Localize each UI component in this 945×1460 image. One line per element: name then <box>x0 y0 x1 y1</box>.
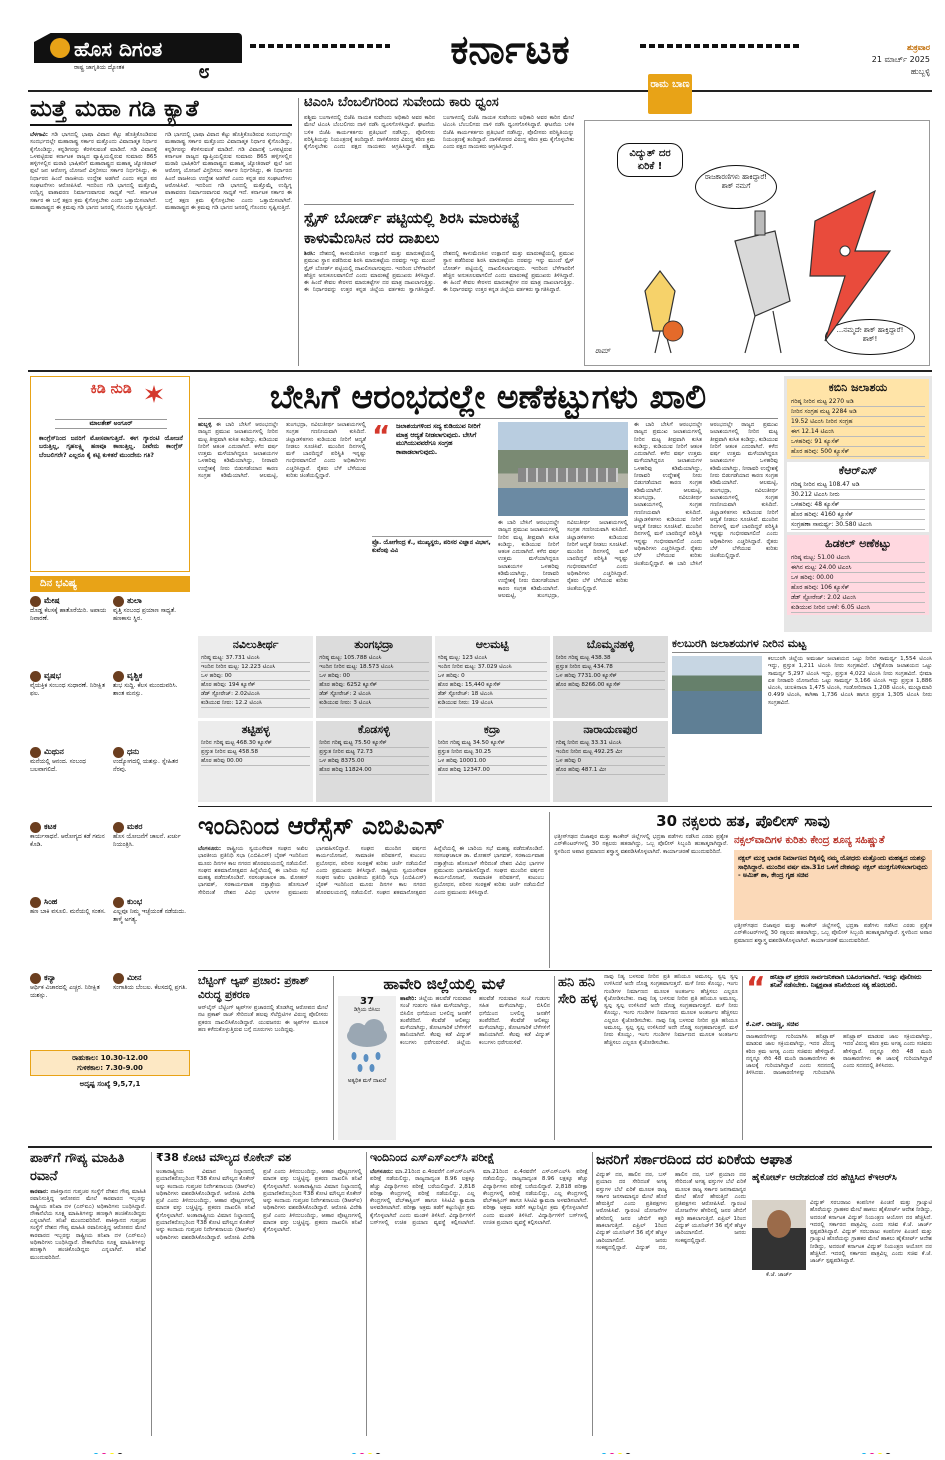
gulika: ಗುಳಿಕಕಾಲ: 7.30-9.00 <box>77 1064 143 1072</box>
sign-text: ಸಂಗಾತಿಯ ಬೆಂಬಲ. ಕೆಲಸದಲ್ಲಿ ಪ್ರಗತಿ. <box>113 983 188 991</box>
temperature-label: ಡಿಗ್ರಿಯ ಬಿಸಿಲು <box>353 1007 381 1013</box>
dam-stat: ಡೆಡ್ ಸ್ಟೋರೇಜ್: 2.02ಟಿಎಂಸಿ <box>201 690 310 699</box>
dam-stat: ಈಗಿನ ಮಟ್ಟ: 24.00 ಟಿಎಂಸಿ <box>791 563 925 573</box>
quote-box <box>372 422 492 598</box>
dam-stat: ನೀರಿನ ಗರಿಷ್ಠ ಮಟ್ಟ 468.30 ಕ್ಯೂಸೆಕ್ <box>201 739 310 748</box>
lucky-number: ಅದೃಷ್ಟ ಸಂಖ್ಯೆ 9,5,7,1 <box>79 1080 141 1088</box>
story-text: ನಾವು ನಿತ್ಯ ಬಳಸುವ ನೀರಿನ ಪ್ರತಿ ಹನಿಯೂ ಅಮೂಲ್ಯ. ಸ್ವಲ್ಪ ಸ್ವಲ್ಪ ಉಳಿಸಿದರೆ ಅದೇ ದೊಡ್ಡ ಸಂಗ್ರಹವಾಗುತ್ತದೆ. ಮಳೆ ನೀರು ಕೊಯ್ಲು, ಇಂಗು ಗುಂಡಿಗಳ ನಿರ್ಮಾಣದ ಮೂಲಕ ಅಂತರ್ಜಲ ಹೆಚ್ಚಿಸಲು ಎಲ್ಲರೂ ಕೈಜೋಡಿಸಬೇಕು. <box>604 974 738 1002</box>
sign-name: ಧನು <box>127 746 140 756</box>
story-text: ದೇಶದಲ್ಲಿ ಕಾಳುಮೆಣಸಿನ ಉತ್ಪಾದನೆ ಮತ್ತು ಮಾರುಕಟ್ಟೆಯಲ್ಲಿ ಪ್ರಮುಖ ಸ್ಥಾನ ಪಡೆದಿರುವ ಶಿರಸಿ ಮಾರುಕಟ್ಟೆಯ ದರವನ್ನು ಇನ್ನು ಮುಂದೆ ಸ್ಪೈಸ್ ಬೋರ್ಡ್ ಪಟ್ಟಿಯಲ್ಲಿ ದಾಖಲಿಸಲಾಗುವುದು. ಇದರಿಂದ ಬೆಳೆಗಾರರಿಗೆ ಹೆಚ್ಚಿನ ಅನುಕೂಲವಾಗಲಿದೆ ಎಂದು ಮಾರುಕಟ್ಟೆ ಪ್ರಮುಖರು ತಿಳಿಸಿದ್ದಾರೆ. ಈ ಹಿಂದೆ ಕೇವಲ ಕೇರಳದ ಮಾರುಕಟ್ಟೆಗಳ ದರ ಮಾತ್ರ ದಾಖಲಾಗುತ್ತಿತ್ತು. ಈ ನಿರ್ಧಾರವನ್ನು ಉತ್ತರ ಕನ್ನಡ ಜಿಲ್ಲೆಯ ವರ್ತಕರು ಸ್ವಾಗತಿಸಿದ್ದಾರೆ. <box>304 251 435 294</box>
story-text-cont: ಗಡಿ ಭಾಗದಲ್ಲಿ ಭಾಷಾ ವಿವಾದ ಕೆಟ್ಟು ಹೊತ್ತಿಕೊಂಡಿರುವ ಸಂದರ್ಭದಲ್ಲೇ ಮಹಾರಾಷ್ಟ್ರ ಸರ್ಕಾರ ಮತ್ತೊಂದು ವಿವಾದಾತ್ಮಕ ನಿರ್ಧಾರ ಕೈಗೊಂಡಿದ್ದು, ಕನ್ನಡಿಗರನ್ನು ಕೆರಳಿಸುವಂತೆ ಮಾಡಿದೆ. ಗಡಿ ವಿವಾದಕ್ಕೆ ಒಳಪಟ್ಟಿರುವ ಕರ್ನಾಟಕ ರಾಜ್ಯದ ವ್ಯಾಪ್ತಿಯಲ್ಲಿರುವ ಸುಮಾರು 865 ಹಳ್ಳಿಗಳಲ್ಲಿನ ಮರಾಠಿ ಭಾಷಿಕರಿಗೆ ಮಹಾರಾಷ್ಟ್ರದ ಮಹಾತ್ಮ ಜ್ಯೋತಿರಾವ್ ಫುಲೆ ಜನ ಆರೋಗ್ಯ ಯೋಜನೆ ವಿಸ್ತರಿಸಲು ಸರ್ಕಾರ ನಿರ್ಧರಿಸಿದ್ದು, ಈ ನಿರ್ಧಾರದ ಹಿಂದೆ ರಾಜಕೀಯ ಉದ್ದೇಶ ಅಡಗಿದೆ ಎಂದು ಕನ್ನಡ ಪರ ಸಂಘಟನೆಗಳು ಆರೋಪಿಸಿವೆ. ಇದರಿಂದ ಗಡಿ ಭಾಗದಲ್ಲಿ ಮತ್ತೊಮ್ಮೆ ಉದ್ವಿಗ್ನ ವಾತಾವರಣ ನಿರ್ಮಾಣವಾಗುವ ಸಾಧ್ಯತೆ ಇದೆ. ಕರ್ನಾಟಕ ಸರ್ಕಾರ ಈ ಬಗ್ಗೆ ತಕ್ಷಣ ಕ್ರಮ ಕೈಗೊಳ್ಳಬೇಕು ಎಂದು ಒತ್ತಾಯಿಸಲಾಗಿದೆ. ಮಹಾರಾಷ್ಟ್ರದ ಈ ಕ್ರಮವು ಗಡಿ ಭಾಗದ ಜನರಲ್ಲಿ ಗೊಂದಲ ಸೃಷ್ಟಿಸುತ್ತಿದೆ. <box>165 132 292 211</box>
cartoon-caption: ವಿದ್ಯುತ್ ದರ ಏರಿಕೆ ! <box>617 143 683 177</box>
sign-text: ಆರ್ಥಿಕ ವಿಚಾರದಲ್ಲಿ ಎಚ್ಚರ. ನಿರೀಕ್ಷಿತ ಯಶಸ್ಸು. <box>30 983 100 999</box>
story-text: ಅಂತಾರಾಷ್ಟ್ರೀಯ ವಿಮಾನ ನಿಲ್ದಾಣದಲ್ಲಿ ಪ್ರಯಾಣಿಕರೊಬ್ಬರಿಂದ ₹38 ಕೋಟಿ ಮೌಲ್ಯದ ಕೊಕೇನ್ ಅನ್ನು ಕಂದಾಯ ಗುಪ್ತಚರ ನಿರ್ದೇಶನಾಲಯ (ಡಿಆರ್‌ಐ) ಅಧಿಕಾರಿಗಳು ವಶಪಡಿಸಿಕೊಂಡಿದ್ದಾರೆ. ಆರೋಪಿ ವಿದೇಶಿ ಪ್ರಜೆ ಎಂದು ತಿಳಿದುಬಂದಿದ್ದು, ಆಹಾರ ಪೊಟ್ಟಣಗಳಲ್ಲಿ ಮಾದಕ ವಸ್ತು ಬಚ್ಚಿಟ್ಟಿದ್ದ. ಪ್ರಕರಣ ದಾಖಲಿಸಿ ತನಿಖೆ ಕೈಗೊಳ್ಳಲಾಗಿದೆ. <box>156 1169 255 1219</box>
story-text: ರಾಷ್ಟ್ರೀಯ ಸ್ವಯಂಸೇವಕ ಸಂಘದ ಅಖಿಲ ಭಾರತೀಯ ಪ್ರತಿನಿಧಿ ಸಭಾ (ಎಬಿಪಿಎಸ್) ಬೈಠಕ್ ಇಂದಿನಿಂದ ಮೂರು ದಿನಗಳ ಕಾಲ ನಗರದ ಹೊರವಲಯದಲ್ಲಿ ನಡೆಯಲಿದೆ. ಸಂಘದ ಶತಮಾನೋತ್ಸವದ ಹಿನ್ನೆಲೆಯಲ್ಲಿ ಈ ಬಾರಿಯ ಸಭೆ ಮಹತ್ವ ಪಡೆದುಕೊಂಡಿದೆ. ಸರಸಂಘಚಾಲಕ ಡಾ. ಮೋಹನ್ ಭಾಗವತ್, ಸರಕಾರ್ಯವಾಹ ದತ್ತಾತ್ರೇಯ ಹೊಸಬಾಳೆ ಸೇರಿದಂತೆ ದೇಶದ ವಿವಿಧ ಭಾಗಗಳ ಪ್ರಮುಖರು ಭಾಗವಹಿಸಲಿದ್ದಾರೆ. ಸಂಘದ ಮುಂದಿನ ವರ್ಷದ ಕಾರ್ಯಯೋಜನೆ, ಸಾಮಾಜಿಕ ಪರಿವರ್ತನೆ, ಕುಟುಂಬ ಪ್ರಬೋಧನ, ಪರಿಸರ ಸಂರಕ್ಷಣೆ ಕುರಿತು ಚರ್ಚೆ ನಡೆಯಲಿದೆ ಎಂದು ಪ್ರಮುಖರು ತಿಳಿಸಿದ್ದಾರೆ. <box>198 846 426 896</box>
dam-stat: ಒಳ ಹರಿವು: 00 <box>319 672 428 681</box>
rahukala-box <box>30 1050 190 1076</box>
sign-text: ದೊಡ್ಡ ಕೆಲಸಕ್ಕೆ ಹಾತೊರೆಯಿರಿ. ಅಪಾಯ ನಿವಾರಣೆ. <box>30 607 107 622</box>
masthead-stripe <box>250 44 390 48</box>
price-story <box>596 1150 932 1438</box>
hc-body <box>810 1200 932 1438</box>
hc-headline: ಹೈಕೋರ್ಟ್ ಆದೇಶದಂತೆ ದರ ಹೆಚ್ಚಿಸಿದ ಕೆಇಆರ್‌ಸಿ <box>752 1173 897 1183</box>
sign-name: ಕಟಕ <box>44 821 57 831</box>
speech-bubble: ರಾಜಕಾರಣಿಗಳು ಹಾಕಿದ್ದಾರೆ! ಶಾಕ್ ನಮಗೆ <box>695 165 777 209</box>
zodiac-icon <box>30 973 41 984</box>
section-rule <box>28 370 932 372</box>
headline: ಜನರಿಗೆ ಸರ್ಕಾರದಿಂದ ದರ ಏರಿಕೆಯ ಆಘಾತ <box>596 1152 793 1168</box>
sslc-story <box>370 1150 588 1438</box>
kidi-nudi-author: ಮಾಲತೇಶ್ ಅಂಗೂರ್ <box>55 419 167 429</box>
dam-info-box <box>787 379 929 459</box>
horoscope-sign <box>113 822 190 892</box>
column-divider <box>366 1152 367 1436</box>
column-divider <box>554 976 555 1140</box>
dam-story <box>198 376 778 632</box>
dam-stat: ಕುಡಿಯುವ ನೀರಿನ ಬಳಕೆ: 6.05 ಟಿಎಂಸಿ <box>791 603 925 613</box>
dam-name: ಕೆಆರ್‌ಎಸ್ <box>838 464 878 477</box>
horoscope-sign <box>30 596 107 666</box>
dam-stat: ಹೊರ ಹರಿವು: 15,440 ಕ್ಯೂಸೆಕ್ <box>438 681 547 690</box>
dam-stat: ಹೊರ ಹರಿವು: 500 ಕ್ಯೂಸೆಕ್ <box>791 447 925 457</box>
zodiac-icon <box>113 596 124 607</box>
zodiac-icon <box>30 747 41 758</box>
story-text: ಈ ಬಾರಿ ಬೇಸಿಗೆ ಆರಂಭದಲ್ಲೇ ರಾಜ್ಯದ ಪ್ರಮುಖ ಜಲಾಶಯಗಳಲ್ಲಿ ನೀರಿನ ಮಟ್ಟ ತೀವ್ರವಾಗಿ ಕುಸಿತ ಕಂಡಿದ್ದು, ಕುಡಿಯುವ ನೀರಿಗೆ ಆತಂಕ ಎದುರಾಗಿದೆ. ಕಳೆದ ವರ್ಷ ಉತ್ತಮ ಮಳೆಯಾಗಿದ್ದರೂ ಜಲಾಶಯಗಳ ಒಳಹರಿವು ಕಡಿಮೆಯಾಗಿದ್ದು, ನೀರಾವರಿ ಉದ್ದೇಶಕ್ಕೆ ನೀರು ಬಿಡುಗಡೆಯಾದ ಕಾರಣ ಸಂಗ್ರಹ ಕಡಿಮೆಯಾಗಿದೆ. ಆಲಮಟ್ಟಿ, ತುಂಗಭದ್ರಾ, ನವಿಲುತೀರ್ಥ ಜಲಾಶಯಗಳಲ್ಲಿ ಸಂಗ್ರಹ ಗಣನೀಯವಾಗಿ ಕುಸಿದಿದೆ. ಜಿಲ್ಲಾಡಳಿತಗಳು ಕುಡಿಯುವ ನೀರಿಗೆ ಆದ್ಯತೆ ನೀಡಲು ಸೂಚಿಸಿವೆ. ಮುಂದಿನ ದಿನಗಳಲ್ಲಿ ಮಳೆ ಬಾರದಿದ್ದರೆ ಪರಿಸ್ಥಿತಿ ಇನ್ನಷ್ಟು ಗಂಭೀರವಾಗಲಿದೆ ಎಂದು ಅಧಿಕಾರಿಗಳು ಎಚ್ಚರಿಸಿದ್ದಾರೆ. ರೈತರು ಬೆಳೆ ಬೆಳೆಯುವ ಕುರಿತು ಚಿಂತೆಯಲ್ಲಿದ್ದಾರೆ. <box>634 422 702 567</box>
sign-text: ಎಲ್ಲವೂ ನಿಮ್ಮ ಇಚ್ಛೆಯಂತೆ ನಡೆಯದು. ತಾಳ್ಮೆ ಅಗತ್ಯ. <box>113 908 187 924</box>
story-text: ರಾಜಕಾರಣಿಗಳನ್ನು ಗುರಿಯಾಗಿಸಿ ಹನಿಟ್ರ್ಯಾಪ್ ಮಾಡುವ ಜಾಲ ಸಕ್ರಿಯವಾಗಿದ್ದು, ಇದರ ವಿರುದ್ಧ ಕಠಿಣ ಕ್ರಮ ಅಗತ್ಯ ಎಂದು ಸಚಿವರು ಹೇಳಿದ್ದಾರೆ. ನನ್ನನ್ನೂ ಸೇರಿ 48 ಮಂದಿ ರಾಜಕಾರಣಿಗಳು ಈ ಜಾಲಕ್ಕೆ ಗುರಿಯಾಗಿದ್ದಾರೆ ಎಂದು ಸದನದಲ್ಲಿ ತಿಳಿಸಿದರು. <box>746 1034 835 1077</box>
dam-stat: ಡೆಡ್ ಸ್ಟೋರೇಜ್: 18 ಟಿಎಂಸಿ <box>438 690 547 699</box>
zodiac-icon <box>30 822 41 833</box>
column-divider <box>151 1152 152 1436</box>
story-text: ವಿದ್ಯುತ್ ದರ, ಹಾಲಿನ ದರ, ಬಸ್ ಪ್ರಯಾಣ ದರ ಸೇರಿದಂತೆ ಅಗತ್ಯ ವಸ್ತುಗಳ ಬೆಲೆ ಏರಿಕೆ ಮೂಲಕ ರಾಜ್ಯ ಸರ್ಕಾರ ಜನಸಾಮಾನ್ಯರ ಮೇಲೆ ಹೊರೆ ಹೇರುತ್ತಿದೆ ಎಂದು ಪ್ರತಿಪಕ್ಷಗಳು ಆರೋಪಿಸಿವೆ. ಗ್ಯಾರಂಟಿ ಯೋಜನೆಗಳ ಹೆಸರಿನಲ್ಲಿ ಜನರ ಜೇಬಿಗೆ ಕತ್ತರಿ ಹಾಕಲಾಗುತ್ತಿದೆ. ಏಪ್ರಿಲ್ 1ರಿಂದ ವಿದ್ಯುತ್ ಯೂನಿಟ್‌ಗೆ 36 ಪೈಸೆ ಹೆಚ್ಚಳ ಜಾರಿಯಾಗಲಿದೆ. ಜನರು ಸಂಕಷ್ಟದಲ್ಲಿದ್ದಾರೆ. <box>596 1172 667 1251</box>
dam-stat: 19.52 ಟಿಎಂಸಿ ನೀರಿನ ಸಂಗ್ರಹ <box>791 417 925 427</box>
story-body: ಆನ್‌ಲೈನ್ ಬೆಟ್ಟಿಂಗ್ ಆ್ಯಪ್‌ಗಳ ಪ್ರಚಾರದಲ್ಲಿ ತೊಡಗಿದ್ದ ಆರೋಪದ ಮೇಲೆ ನಟ ಪ್ರಕಾಶ್ ರಾಜ್ ಸೇರಿದಂತೆ ಹಲವು ಸೆಲೆಬ್ರಿಟಿಗಳ ವಿರುದ್ಧ ಪೊಲೀಸರು ಪ್ರಕರಣ ದಾಖಲಿಸಿಕೊಂಡಿದ್ದಾರೆ. ಯುವಜನರು ಈ ಆ್ಯಪ್‌ಗಳ ಮೂಲಕ ಹಣ ಕಳೆದುಕೊಳ್ಳುತ್ತಿರುವ ಬಗ್ಗೆ ದೂರುಗಳು ಬಂದಿದ್ದವು. <box>198 1005 328 1033</box>
logo-tagline: ರಾಷ್ಟ್ರ ಜಾಗೃತಿಯ ದ್ಯೋತಕ <box>74 64 125 71</box>
sign-name: ಮೇಷ <box>44 596 60 605</box>
sign-text: ವೈಯಕ್ತಿಕ ಸಂಬಂಧ ಸುಧಾರಣೆ. ನಿರೀಕ್ಷಿತ ಫಲ. <box>30 682 106 698</box>
story-text-cont: ಈ ಬಾರಿ ಬೇಸಿಗೆ ಆರಂಭದಲ್ಲೇ ರಾಜ್ಯದ ಪ್ರಮುಖ ಜಲಾಶಯಗಳಲ್ಲಿ ನೀರಿನ ಮಟ್ಟ ತೀವ್ರವಾಗಿ ಕುಸಿತ ಕಂಡಿದ್ದು, ಕುಡಿಯುವ ನೀರಿಗೆ ಆತಂಕ ಎದುರಾಗಿದೆ. ಕಳೆದ ವರ್ಷ ಉತ್ತಮ ಮಳೆಯಾಗಿದ್ದರೂ ಜಲಾಶಯಗಳ ಒಳಹರಿವು ಕಡಿಮೆಯಾಗಿದ್ದು, ನೀರಾವರಿ ಉದ್ದೇಶಕ್ಕೆ ನೀರು ಬಿಡುಗಡೆಯಾದ ಕಾರಣ ಸಂಗ್ರಹ ಕಡಿಮೆಯಾಗಿದೆ. ಆಲಮಟ್ಟಿ, ತುಂಗಭದ್ರಾ, ನವಿಲುತೀರ್ಥ ಜಲಾಶಯಗಳಲ್ಲಿ ಸಂಗ್ರಹ ಗಣನೀಯವಾಗಿ ಕುಸಿದಿದೆ. ಜಿಲ್ಲಾಡಳಿತಗಳು ಕುಡಿಯುವ ನೀರಿಗೆ ಆದ್ಯತೆ ನೀಡಲು ಸೂಚಿಸಿವೆ. ಮುಂದಿನ ದಿನಗಳಲ್ಲಿ ಮಳೆ ಬಾರದಿದ್ದರೆ ಪರಿಸ್ಥಿತಿ ಇನ್ನಷ್ಟು ಗಂಭೀರವಾಗಲಿದೆ ಎಂದು ಅಧಿಕಾರಿಗಳು ಎಚ್ಚರಿಸಿದ್ದಾರೆ. ರೈತರು ಬೆಳೆ ಬೆಳೆಯುವ ಕುರಿತು ಚಿಂತೆಯಲ್ಲಿದ್ದಾರೆ. <box>668 422 778 567</box>
day-label: ಶುಕ್ರವಾರ <box>906 43 930 52</box>
headline: ಹಾವೇರಿ ಜಿಲ್ಲೆಯಲ್ಲಿ ಮಳೆ <box>383 975 505 993</box>
horoscope-sign <box>30 973 107 1043</box>
quote-icon: “ <box>746 974 766 1006</box>
dateline: ಹಾವೇರಿ: <box>400 996 417 1002</box>
dam-stat: ಒಳಹರಿವು: 91 ಕ್ಯೂಸೆಕ್ <box>791 437 925 447</box>
dam-grid-cell <box>553 721 668 803</box>
logo <box>34 33 242 81</box>
zodiac-icon <box>113 747 124 758</box>
dam-stat: ಹೊರ ಹರಿವು 12347.00 <box>438 766 547 775</box>
honeytrap-body <box>746 1034 932 1142</box>
dam-stat: ಒಳ ಹರಿವು 8375.00 <box>319 757 428 766</box>
dam-info-right <box>784 376 932 632</box>
dam-name: ತುಂಗಭದ್ರಾ <box>354 638 394 651</box>
speech-bubble: ...ನಮ್ಮದೇ ಶಾಕ್ ಹಾಕ್ತಿದ್ದಾರೆ! ಶಾಕ್! <box>825 319 915 355</box>
dam-stat: ನೀರಿನ ಗರಿಷ್ಠ ಮಟ್ಟ 75.50 ಕ್ಯೂಸೆಕ್ <box>319 739 428 748</box>
dam-stat: ಒಳ ಹರಿವು: 00.00 <box>791 573 925 583</box>
story-text-cont: ಅಂತಾರಾಷ್ಟ್ರೀಯ ವಿಮಾನ ನಿಲ್ದಾಣದಲ್ಲಿ ಪ್ರಯಾಣಿಕರೊಬ್ಬರಿಂದ ₹38 ಕೋಟಿ ಮೌಲ್ಯದ ಕೊಕೇನ್ ಅನ್ನು ಕಂದಾಯ ಗುಪ್ತಚರ ನಿರ್ದೇಶನಾಲಯ (ಡಿಆರ್‌ಐ) ಅಧಿಕಾರಿಗಳು ವಶಪಡಿಸಿಕೊಂಡಿದ್ದಾರೆ. ಆರೋಪಿ ವಿದೇಶಿ ಪ್ರಜೆ ಎಂದು ತಿಳಿದುಬಂದಿದ್ದು, ಆಹಾರ ಪೊಟ್ಟಣಗಳಲ್ಲಿ ಮಾದಕ ವಸ್ತು ಬಚ್ಚಿಟ್ಟಿದ್ದ. ಪ್ರಕರಣ ದಾಖಲಿಸಿ ತನಿಖೆ ಕೈಗೊಳ್ಳಲಾಗಿದೆ. <box>263 1183 362 1234</box>
dam-stat: ಕುಡಿಯುವ ನೀರು: 19 ಟಿಎಂಸಿ <box>438 699 547 708</box>
horoscope-sign <box>113 671 190 741</box>
logo-flame-icon <box>50 38 70 58</box>
betting-story <box>198 974 328 1142</box>
cartoon-plug-figure <box>735 211 790 353</box>
story-maha-border <box>30 94 292 366</box>
story-tmc <box>304 94 574 202</box>
story-text: ಮಾ.21ರಿಂದ ಏ.4ರವರೆಗೆ ಎಸ್‌ಎಸ್‌ಎಲ್‌ಸಿ ಪರೀಕ್ಷೆ ನಡೆಯಲಿದ್ದು, ರಾಜ್ಯದಾದ್ಯಂತ 8.96 ಲಕ್ಷಕ್ಕೂ ಹೆಚ್ಚು ವಿದ್ಯಾರ್ಥಿಗಳು ಪರೀಕ್ಷೆ ಬರೆಯಲಿದ್ದಾರೆ. 2,818 ಪರೀಕ್ಷಾ ಕೇಂದ್ರಗಳಲ್ಲಿ ಪರೀಕ್ಷೆ ನಡೆಯಲಿದ್ದು, ಎಲ್ಲ ಕೇಂದ್ರಗಳಲ್ಲಿ ವೆಬ್‌ಕಾಸ್ಟಿಂಗ್ ಹಾಗೂ ಸಿಸಿಟಿವಿ ಕ್ಯಾಮರಾ ಅಳವಡಿಸಲಾಗಿದೆ. ಪರೀಕ್ಷಾ ಅಕ್ರಮ ತಡೆಗೆ ಕಟ್ಟುನಿಟ್ಟಿನ ಕ್ರಮ ಕೈಗೊಳ್ಳಲಾಗಿದೆ ಎಂದು ಮಂಡಳಿ ತಿಳಿಸಿದೆ. ವಿದ್ಯಾರ್ಥಿಗಳಿಗೆ ಬಸ್‌ಗಳಲ್ಲಿ ಉಚಿತ ಪ್ರಯಾಣ ವ್ಯವಸ್ಥೆ ಕಲ್ಪಿಸಲಾಗಿದೆ. <box>370 1169 475 1227</box>
dam-stat: ಇಂದಿನ ನೀರಿನ ಮಟ್ಟ: 37.029 ಟಿಎಂಸಿ <box>438 663 547 672</box>
dam-grid-cell <box>198 636 313 718</box>
sign-name: ವೃಷಭ <box>44 671 61 681</box>
rahukala: ರಾಹುಕಾಲ: 10.30-12.00 <box>72 1054 148 1062</box>
section-rule <box>28 1146 932 1148</box>
quote-icon: “ <box>372 422 391 452</box>
page-number: ೮ <box>198 59 210 81</box>
horoscope-sign <box>30 897 107 967</box>
dam-stat: 30.212 ಟಿಎಂಸಿ ನೀರು <box>791 490 925 500</box>
sign-text: ಕಾರ್ಯಸಾಧನೆ. ಆರೋಗ್ಯದ ಕಡೆ ಗಮನ ಕೊಡಿ. <box>30 832 105 848</box>
sign-text: ವೃತ್ತಿ ಸಂಬಂಧ ಪ್ರಯಾಣ ಸಾಧ್ಯತೆ. ಹಣಕಾಸು ಸ್ಥಿರ. <box>113 607 177 622</box>
dam-stat: ಗರಿಷ್ಠ ನೀರಿನ ಮಟ್ಟ 108.47 ಅಡಿ <box>791 480 925 490</box>
zodiac-icon <box>30 596 41 607</box>
dam-stat: ಹೊರ ಹರಿವು 487.1 ಮೀ <box>556 766 665 775</box>
headline: ₹38 ಕೋಟಿ ಮೌಲ್ಯದ ಕೊಕೇನ್ ವಶ <box>156 1151 292 1164</box>
dam-photo <box>498 422 628 516</box>
sign-name: ಮಿಥುನ <box>44 746 64 756</box>
headline: ಬೇಸಿಗೆ ಆರಂಭದಲ್ಲೇ ಅಣೆಕಟ್ಟುಗಳು ಖಾಲಿ <box>198 376 778 419</box>
story-text-cont: ನಾವು ನಿತ್ಯ ಬಳಸುವ ನೀರಿನ ಪ್ರತಿ ಹನಿಯೂ ಅಮೂಲ್ಯ. ಸ್ವಲ್ಪ ಸ್ವಲ್ಪ ಉಳಿಸಿದರೆ ಅದೇ ದೊಡ್ಡ ಸಂಗ್ರಹವಾಗುತ್ತದೆ. ಮಳೆ ನೀರು ಕೊಯ್ಲು, ಇಂಗು ಗುಂಡಿಗಳ ನಿರ್ಮಾಣದ ಮೂಲಕ ಅಂತರ್ಜಲ ಹೆಚ್ಚಿಸಲು ಎಲ್ಲರೂ ಕೈಜೋಡಿಸಬೇಕು. <box>604 995 738 1024</box>
honeytrap-story <box>746 974 932 1142</box>
story-body <box>304 251 574 363</box>
horoscope-sign <box>30 822 107 892</box>
dam-stat: ಪ್ರಸ್ತುತ ನೀರಿನ ಮಟ್ಟ 30.25 <box>438 748 547 757</box>
dam-stat: ಒಳ ಹರಿವು: 00 <box>201 672 310 681</box>
story-text-cont: ಜಿಲ್ಲೆಯ ಹಲವೆಡೆ ಗುರುವಾರ ಸಂಜೆ ಗುಡುಗು ಸಹಿತ ಮಳೆಯಾಗಿದ್ದು, ಬಿಸಿಲಿನ ಧಗೆಯಿಂದ ಬಳಲಿದ್ದ ಜನತೆಗೆ ತಂಪೆರೆದಿದೆ. ಕೆಲವೆಡೆ ಆಲಿಕಲ್ಲು ಮಳೆಯಾಗಿದ್ದು, ತೋಟಗಾರಿಕೆ ಬೆಳೆಗಳಿಗೆ ಹಾನಿಯಾಗಿದೆ. ಕೆಲವು ಕಡೆ ವಿದ್ಯುತ್ ಕಂಬಗಳು ಧರೆಗುರುಳಿವೆ. <box>456 996 550 1046</box>
sign-name: ತುಲಾ <box>127 596 142 605</box>
story-body-far <box>634 422 778 632</box>
headline: ಪಾಕ್‌ಗೆ ಗೌಪ್ಯ ಮಾಹಿತಿ ರವಾನೆ <box>30 1151 125 1184</box>
dam-stat: ಪ್ರಸ್ತುತ ನೀರಿನ ಮಟ್ಟ 72.73 <box>319 748 428 757</box>
zodiac-icon <box>30 671 41 682</box>
dam-grid-cell <box>553 636 668 718</box>
horoscope-grid <box>30 596 190 1044</box>
dam-stat: ಗರಿಷ್ಠ ಮಟ್ಟ: 123 ಟಿಎಂಸಿ <box>438 654 547 663</box>
dateline: ಬೆಂಗಳೂರು: <box>198 846 222 852</box>
dam-stat: ಪ್ರಸ್ತುತ ನೀರಿನ ಮಟ್ಟ 458.58 <box>201 748 310 757</box>
dam-stat: ಇಂದಿನ ನೀರಿನ ಮಟ್ಟ 492.25 ಮೀ <box>556 748 665 757</box>
section-rule <box>198 806 932 807</box>
dateline: ಶಿರಸಿ: <box>304 251 316 257</box>
city-label: ಹುಬ್ಬಳ್ಳಿ <box>910 67 930 76</box>
dam-name: ಆಲಮಟ್ಟಿ <box>475 638 509 651</box>
story-text-cont: ವಿದ್ಯುತ್ ಸರಬರಾಜು ಕಂಪನಿಗಳ ಪಿಂಚಣಿ ಮತ್ತು ಗ್ರಾಚ್ಯುಟಿ ಹೊರೆಯನ್ನು ಗ್ರಾಹಕರ ಮೇಲೆ ಹಾಕಲು ಹೈಕೋರ್ಟ್ ಆದೇಶ ನೀಡಿದ್ದು, ಅದರಂತೆ ಕರ್ನಾಟಕ ವಿದ್ಯುತ್ ನಿಯಂತ್ರಣ ಆಯೋಗ ದರ ಹೆಚ್ಚಿಸಿದೆ. ಇದರಲ್ಲಿ ಸರ್ಕಾರದ ಪಾತ್ರವಿಲ್ಲ ಎಂದು ಸಚಿವ ಕೆ.ಜೆ. ಜಾರ್ಜ್ ಸ್ಪಷ್ಟಪಡಿಸಿದ್ದಾರೆ. <box>810 1229 932 1265</box>
registration-dots <box>92 1444 124 1454</box>
quote-author: ಪ್ರೊ. ಯೋಗೇಂದ್ರ ಕೆ., ಮುಖ್ಯಸ್ಥರು, ಪರಿಸರ ವಿಜ್ಞಾನ ವಿಭಾಗ, ಕುವೆಂಪು ವಿವಿ <box>372 536 492 569</box>
dateline: ಕಾರವಾರ: <box>30 1189 49 1195</box>
story-body-right <box>498 520 628 632</box>
dam-grid-cell <box>316 636 431 718</box>
cartoon-bulb-figure <box>645 271 683 353</box>
horoscope-sign <box>113 747 190 817</box>
cartoon-box <box>582 72 932 368</box>
dam-name: ನವಿಲುತೀರ್ಥ <box>232 638 279 651</box>
headline: 30 ನಕ್ಸಲರು ಹತ, ಪೊಲೀಸ್ ಸಾವು <box>656 812 830 830</box>
horoscope-box <box>30 576 190 1138</box>
sign-text: ಉದ್ಯೋಗದಲ್ಲಿ ಯಶಸ್ಸು. ಸ್ನೇಹಿತರ ನೆರವು. <box>113 757 179 773</box>
column-divider <box>549 812 550 968</box>
zodiac-icon <box>113 822 124 833</box>
story-text-cont: ದೇಶದಲ್ಲಿ ಕಾಳುಮೆಣಸಿನ ಉತ್ಪಾದನೆ ಮತ್ತು ಮಾರುಕಟ್ಟೆಯಲ್ಲಿ ಪ್ರಮುಖ ಸ್ಥಾನ ಪಡೆದಿರುವ ಶಿರಸಿ ಮಾರುಕಟ್ಟೆಯ ದರವನ್ನು ಇನ್ನು ಮುಂದೆ ಸ್ಪೈಸ್ ಬೋರ್ಡ್ ಪಟ್ಟಿಯಲ್ಲಿ ದಾಖಲಿಸಲಾಗುವುದು. ಇದರಿಂದ ಬೆಳೆಗಾರರಿಗೆ ಹೆಚ್ಚಿನ ಅನುಕೂಲವಾಗಲಿದೆ ಎಂದು ಮಾರುಕಟ್ಟೆ ಪ್ರಮುಖರು ತಿಳಿಸಿದ್ದಾರೆ. ಈ ಹಿಂದೆ ಕೇವಲ ಕೇರಳದ ಮಾರುಕಟ್ಟೆಗಳ ದರ ಮಾತ್ರ ದಾಖಲಾಗುತ್ತಿತ್ತು. ಈ ನಿರ್ಧಾರವನ್ನು ಉತ್ತರ ಕನ್ನಡ ಜಿಲ್ಲೆಯ ವರ್ತಕರು ಸ್ವಾಗತಿಸಿದ್ದಾರೆ. <box>443 251 574 294</box>
story-body: ಕಲಬುರಗಿ ಜಿಲ್ಲೆಯ ಅಮರ್ಜಾ ಜಲಾಶಯದ ಒಟ್ಟು ನೀರಿನ ಸಾಮರ್ಥ್ಯ 1,554 ಟಿಎಂಸಿ ಇದ್ದು, ಪ್ರಸ್ತುತ 1,211 ಟಿಎಂಸಿ ನೀರು ಸಂಗ್ರಹವಿದೆ. ಬೆಣ್ಣೆತೊರಾ ಜಲಾಶಯದ ಒಟ್ಟು ಸಾಮರ್ಥ್ಯ 5,297 ಟಿಎಂಸಿ ಇದ್ದು, ಪ್ರಸ್ತುತ 4,022 ಟಿಎಂಸಿ ನೀರು ಸಂಗ್ರಹವಿದೆ. ಭೀಮಾ ಏತ ನೀರಾವರಿ ಯೋಜನೆಯ ಒಟ್ಟು ಸಾಮರ್ಥ್ಯ 3,166 ಟಿಎಂಸಿ ಇದ್ದು ಪ್ರಸ್ತುತ 1,886 ಟಿಎಂಸಿ, ಚುಲಕಿನಾಲಾ 1,475 ಟಿಎಂಸಿ, ಗಂಡೋರಿನಾಲಾ 1,208 ಟಿಎಂಸಿ, ಮುಲ್ಲಾಮಾರಿ 0.499 ಟಿಎಂಸಿ, ಕಾಗಿಣಾ 1,736 ಟಿಎಂಸಿ ಹಾಗೂ ಪ್ರಸ್ತುತ 1,305 ಟಿಎಂಸಿ ನೀರು ಸಂಗ್ರಹವಿದೆ. <box>768 656 932 706</box>
story-text-cont: ಅಂತಾರಾಷ್ಟ್ರೀಯ ವಿಮಾನ ನಿಲ್ದಾಣದಲ್ಲಿ ಪ್ರಯಾಣಿಕರೊಬ್ಬರಿಂದ ₹38 ಕೋಟಿ ಮೌಲ್ಯದ ಕೊಕೇನ್ ಅನ್ನು ಕಂದಾಯ ಗುಪ್ತಚರ ನಿರ್ದೇಶನಾಲಯ (ಡಿಆರ್‌ಐ) ಅಧಿಕಾರಿಗಳು ವಶಪಡಿಸಿಕೊಂಡಿದ್ದಾರೆ. ಆರೋಪಿ ವಿದೇಶಿ ಪ್ರಜೆ ಎಂದು ತಿಳಿದುಬಂದಿದ್ದು, ಆಹಾರ ಪೊಟ್ಟಣಗಳಲ್ಲಿ ಮಾದಕ ವಸ್ತು ಬಚ್ಚಿಟ್ಟಿದ್ದ. ಪ್ರಕರಣ ದಾಖಲಿಸಿ ತನಿಖೆ ಕೈಗೊಳ್ಳಲಾಗಿದೆ. <box>156 1169 362 1241</box>
dam-stat: ಇಂದಿನ ನೀರಿನ ಮಟ್ಟ: 12.223 ಟಿಎಂಸಿ <box>201 663 310 672</box>
dam-info-box <box>787 535 929 615</box>
sign-text: ಹಣ ಬಾಕಿ ವಸೂಲಿ. ಮನೆಯಲ್ಲಿ ಸಂತಸ. <box>30 908 106 916</box>
dateline: ಬೆಳಗಾವಿ: <box>30 132 48 138</box>
dam-stat: ಕುಡಿಯುವ ನೀರು: 12.2 ಟಿಎಂಸಿ <box>201 699 310 708</box>
hc-box <box>752 1172 932 1438</box>
minister-photo <box>752 1200 806 1270</box>
rain-cloud-icon <box>338 1014 396 1074</box>
naxal-box-text: ಛತ್ತೀಸ್‌ಗಢದ ಬಿಜಾಪುರ ಮತ್ತು ಕಾಂಕೇರ್ ಜಿಲ್ಲೆಗಳಲ್ಲಿ ಭದ್ರತಾ ಪಡೆಗಳು ನಡೆಸಿದ ಎರಡು ಪ್ರತ್ಯೇಕ ಎನ್‌ಕೌಂಟರ್‌ಗಳಲ್ಲಿ 30 ನಕ್ಸಲರು ಹತರಾಗಿದ್ದು, ಒಬ್ಬ ಪೊಲೀಸ್ ಸಿಬ್ಬಂದಿ ಹುತಾತ್ಮರಾಗಿದ್ದಾರೆ. ಸ್ಥಳದಿಂದ ಅಪಾರ ಪ್ರಮಾಣದ ಶಸ್ತ್ರಾಸ್ತ್ರ ವಶಪಡಿಸಿಕೊಳ್ಳಲಾಗಿದೆ. ಕಾರ್ಯಾಚರಣೆ ಮುಂದುವರಿದಿದೆ. <box>734 923 932 944</box>
cartoon-bolt-figure <box>810 191 890 341</box>
horoscope-sign <box>30 671 107 741</box>
headline: ಸ್ಪೈಸ್ ಬೋರ್ಡ್ ಪಟ್ಟಿಯಲ್ಲಿ ಶಿರಸಿ ಮಾರುಕಟ್ಟೆ ಕಾಳುಮೆಣಸಿನ ದರ ದಾಖಲು <box>304 209 520 247</box>
sign-name: ಮೀನ <box>127 972 142 982</box>
section-title: ಕರ್ನಾಟಕ <box>450 27 570 73</box>
section-rule <box>198 970 932 971</box>
story-body <box>304 115 574 201</box>
dam-stat: ಇಂದಿನ ನೀರಿನ ಮಟ್ಟ: 18.573 ಟಿಎಂಸಿ <box>319 663 428 672</box>
headline: ಮತ್ತೆ ಮಹಾ ಗಡಿ ಕ್ಯಾತೆ <box>30 94 292 126</box>
sign-name: ಕನ್ಯಾ <box>44 972 56 982</box>
temperature: 37 <box>360 996 374 1007</box>
dam-stat: ಗರಿಷ್ಠ ಮಟ್ಟ: 51.00 ಟಿಎಂಸಿ <box>791 553 925 563</box>
column-divider <box>592 1152 593 1436</box>
kidi-nudi-title: ಕಿಡಿ ನುಡಿ <box>90 381 132 397</box>
dam-stat: ಗರಿಷ್ಠ ನೀರಿನ ಮಟ್ಟ 2270 ಅಡಿ <box>791 397 925 407</box>
story-text-cont: ಪಾಕಿಸ್ತಾನದ ಗುಪ್ತಚರ ಸಂಸ್ಥೆಗೆ ದೇಶದ ಗೌಪ್ಯ ಮಾಹಿತಿ ರವಾನಿಸುತ್ತಿದ್ದ ಆರೋಪದ ಮೇಲೆ ಕಾರವಾರದ ಇಬ್ಬರನ್ನು ರಾಷ್ಟ್ರೀಯ ತನಿಖಾ ದಳ (ಎನ್‌ಐಎ) ಅಧಿಕಾರಿಗಳು ಬಂಧಿಸಿದ್ದಾರೆ. ನೌಕಾನೆಲೆಯ ಸೂಕ್ಷ್ಮ ಮಾಹಿತಿಗಳನ್ನು ಹಣಕ್ಕಾಗಿ ಹಂಚಿಕೊಂಡಿದ್ದರು ಎನ್ನಲಾಗಿದೆ. ತನಿಖೆ ಮುಂದುವರಿದಿದೆ. <box>30 1218 146 1261</box>
sign-text: ಶುಭ ಸುದ್ದಿ. ಕೆಲಸ ಮುಂದುವರಿಸಿ. ಶಾಂತ ಮನಸ್ಸು. <box>113 682 178 698</box>
cocaine-story <box>156 1150 362 1438</box>
story-body-left <box>198 422 366 632</box>
story-text: ಈ ಬಾರಿ ಬೇಸಿಗೆ ಆರಂಭದಲ್ಲೇ ರಾಜ್ಯದ ಪ್ರಮುಖ ಜಲಾಶಯಗಳಲ್ಲಿ ನೀರಿನ ಮಟ್ಟ ತೀವ್ರವಾಗಿ ಕುಸಿತ ಕಂಡಿದ್ದು, ಕುಡಿಯುವ ನೀರಿಗೆ ಆತಂಕ ಎದುರಾಗಿದೆ. ಕಳೆದ ವರ್ಷ ಉತ್ತಮ ಮಳೆಯಾಗಿದ್ದರೂ ಜಲಾಶಯಗಳ ಒಳಹರಿವು ಕಡಿಮೆಯಾಗಿದ್ದು, ನೀರಾವರಿ ಉದ್ದೇಶಕ್ಕೆ ನೀರು ಬಿಡುಗಡೆಯಾದ ಕಾರಣ ಸಂಗ್ರಹ ಕಡಿಮೆಯಾಗಿದೆ. ಆಲಮಟ್ಟಿ, ತುಂಗಭದ್ರಾ, ನವಿಲುತೀರ್ಥ ಜಲಾಶಯಗಳಲ್ಲಿ ಸಂಗ್ರಹ ಗಣನೀಯವಾಗಿ ಕುಸಿದಿದೆ. ಜಿಲ್ಲಾಡಳಿತಗಳು ಕುಡಿಯುವ ನೀರಿಗೆ ಆದ್ಯತೆ ನೀಡಲು ಸೂಚಿಸಿವೆ. ಮುಂದಿನ ದಿನಗಳಲ್ಲಿ ಮಳೆ ಬಾರದಿದ್ದರೆ ಪರಿಸ್ಥಿತಿ ಇನ್ನಷ್ಟು ಗಂಭೀರವಾಗಲಿದೆ ಎಂದು ಅಧಿಕಾರಿಗಳು ಎಚ್ಚರಿಸಿದ್ದಾರೆ. ರೈತರು ಬೆಳೆ ಬೆಳೆಯುವ ಕುರಿತು ಚಿಂತೆಯಲ್ಲಿದ್ದಾರೆ. <box>198 422 366 480</box>
horoscope-sign <box>113 973 190 1043</box>
registration-dots <box>600 1444 632 1454</box>
dam-grid-cell <box>435 636 550 718</box>
dam-grid <box>198 636 668 802</box>
headline: ಬೆಟ್ಟಿಂಗ್ ಆ್ಯಪ್ ಪ್ರಚಾರ: ಪ್ರಕಾಶ್ ವಿರುದ್ಧ ಪ್ರಕರಣ <box>198 975 310 1001</box>
dam-stat: ಹೊರ ಹರಿವು: 106 ಕ್ಯೂಸೆಕ್ <box>791 583 925 593</box>
story-body <box>370 1169 588 1431</box>
registration-marks <box>0 1442 945 1454</box>
story-text: ಪಾಕಿಸ್ತಾನದ ಗುಪ್ತಚರ ಸಂಸ್ಥೆಗೆ ದೇಶದ ಗೌಪ್ಯ ಮಾಹಿತಿ ರವಾನಿಸುತ್ತಿದ್ದ ಆರೋಪದ ಮೇಲೆ ಕಾರವಾರದ ಇಬ್ಬರನ್ನು ರಾಷ್ಟ್ರೀಯ ತನಿಖಾ ದಳ (ಎನ್‌ಐಎ) ಅಧಿಕಾರಿಗಳು ಬಂಧಿಸಿದ್ದಾರೆ. ನೌಕಾನೆಲೆಯ ಸೂಕ್ಷ್ಮ ಮಾಹಿತಿಗಳನ್ನು ಹಣಕ್ಕಾಗಿ ಹಂಚಿಕೊಂಡಿದ್ದರು ಎನ್ನಲಾಗಿದೆ. ತನಿಖೆ ಮುಂದುವರಿದಿದೆ. <box>30 1189 146 1225</box>
story-body <box>604 974 738 1142</box>
zodiac-icon <box>113 973 124 984</box>
headline: ಹನಿ ಹನಿ ಸೇರಿ ಹಳ್ಳ <box>558 975 598 1007</box>
dam-stat: ಪ್ರಸ್ತುತ ನೀರಿನ ಮಟ್ಟ 434.78 <box>556 663 665 672</box>
story-body <box>596 1172 746 1438</box>
sign-name: ಸಿಂಹ <box>44 897 58 907</box>
story-text: ವಿದ್ಯುತ್ ಸರಬರಾಜು ಕಂಪನಿಗಳ ಪಿಂಚಣಿ ಮತ್ತು ಗ್ರಾಚ್ಯುಟಿ ಹೊರೆಯನ್ನು ಗ್ರಾಹಕರ ಮೇಲೆ ಹಾಕಲು ಹೈಕೋರ್ಟ್ ಆದೇಶ ನೀಡಿದ್ದು, ಅದರಂತೆ ಕರ್ನಾಟಕ ವಿದ್ಯುತ್ ನಿಯಂತ್ರಣ ಆಯೋಗ ದರ ಹೆಚ್ಚಿಸಿದೆ. ಇದರಲ್ಲಿ ಸರ್ಕಾರದ ಪಾತ್ರವಿಲ್ಲ ಎಂದು ಸಚಿವ ಕೆ.ಜೆ. ಜಾರ್ಜ್ ಸ್ಪಷ್ಟಪಡಿಸಿದ್ದಾರೆ. <box>810 1200 932 1236</box>
date-label: 21 ಮಾರ್ಚ್ 2025 <box>871 55 930 64</box>
dam-grid-cell <box>435 721 550 803</box>
dam-stat: ಹೊರ ಹರಿವು 00.00 <box>201 757 310 766</box>
dam-stat: ಹೊರ ಹರಿವು 8266.00 ಕ್ಯೂಸೆಕ್ <box>556 681 665 690</box>
zodiac-icon <box>113 671 124 682</box>
registration-dots <box>860 1444 892 1454</box>
story-body <box>400 996 550 1140</box>
column-divider <box>333 976 334 1140</box>
sign-name: ವೃಶ್ಚಿಕ <box>127 671 143 681</box>
haveri-story <box>338 974 550 1142</box>
weather-panel <box>338 996 396 1140</box>
kidi-nudi-box <box>30 376 190 572</box>
column-divider <box>742 976 743 1140</box>
horoscope-sign <box>113 596 190 666</box>
dateline: ಹುಬ್ಬಳ್ಳಿ <box>198 422 212 428</box>
story-text-cont: ನಾವು ನಿತ್ಯ ಬಳಸುವ ನೀರಿನ ಪ್ರತಿ ಹನಿಯೂ ಅಮೂಲ್ಯ. ಸ್ವಲ್ಪ ಸ್ವಲ್ಪ ಉಳಿಸಿದರೆ ಅದೇ ದೊಡ್ಡ ಸಂಗ್ರಹವಾಗುತ್ತದೆ. ಮಳೆ ನೀರು ಕೊಯ್ಲು, ಇಂಗು ಗುಂಡಿಗಳ ನಿರ್ಮಾಣದ ಮೂಲಕ ಅಂತರ್ಜಲ ಹೆಚ್ಚಿಸಲು ಎಲ್ಲರೂ ಕೈಜೋಡಿಸಬೇಕು. <box>604 1017 738 1046</box>
hani-story <box>558 974 738 1142</box>
dam-name: ಕದ್ರಾ <box>483 722 501 736</box>
registration-dots <box>350 1444 382 1454</box>
headline: ಇಂದಿನಿಂದ ಆರೆಸ್ಸೆಸ್ ಎಬಿಪಿಎಸ್ <box>198 812 445 840</box>
story-text: ಪಶ್ಚಿಮ ಬಂಗಾಳದಲ್ಲಿ ಬಿಜೆಪಿ ನಾಯಕ ಸುವೇಂದು ಅಧಿಕಾರಿ ಅವರ ಕಾರಿನ ಮೇಲೆ ಟಿಎಂಸಿ ಬೆಂಬಲಿಗರು ದಾಳಿ ನಡೆಸಿ ಧ್ವಂಸಗೊಳಿಸಿದ್ದಾರೆ. ಘಟನೆಯ ಬಳಿಕ ಬಿಜೆಪಿ ಕಾರ್ಯಕರ್ತರು ಪ್ರತಿಭಟನೆ ನಡೆಸಿದ್ದು, ಪೊಲೀಸರು ಪರಿಸ್ಥಿತಿಯನ್ನು ನಿಯಂತ್ರಣಕ್ಕೆ ತಂದಿದ್ದಾರೆ. ದಾಳಿಕೋರರ ವಿರುದ್ಧ ಕಠಿಣ ಕ್ರಮ ಕೈಗೊಳ್ಳಬೇಕು ಎಂದು ಪಕ್ಷದ ನಾಯಕರು ಆಗ್ರಹಿಸಿದ್ದಾರೆ. <box>304 115 435 151</box>
horoscope-sign <box>30 747 107 817</box>
rss-story <box>198 810 544 968</box>
dam-stat: ಗರಿಷ್ಠ ಮಟ್ಟ: 105.788 ಟಿಎಂಸಿ <box>319 654 428 663</box>
dam-stat: ಗರಿಷ್ಠ ಮಟ್ಟ: 37.731 ಟಿಎಂಸಿ <box>201 654 310 663</box>
naxal-box-body: ನಕ್ಸಲ್ ಮುಕ್ತ ಭಾರತ ನಿರ್ಮಾಣದ ದಿಕ್ಕಿನಲ್ಲಿ ನಮ್ಮ ಯೋಧರು ಮತ್ತೊಂದು ಮಹತ್ವದ ಯಶಸ್ಸು ಸಾಧಿಸಿದ್ದಾರೆ. ಮುಂದಿನ ವರ್ಷ ಮಾ.31ರ ಒಳಗೆ ದೇಶವನ್ನು ನಕ್ಸಲ್ ಮುಕ್ತಗೊಳಿಸಲಾಗುವುದು - ಅಮಿತ್ ಶಾ, ಕೇಂದ್ರ ಗೃಹ ಸಚಿವ <box>734 850 932 920</box>
dam-info-box <box>787 462 929 532</box>
story-body <box>30 132 292 362</box>
column-divider <box>298 98 299 366</box>
dam-stat: ಈಗ 12.14 ಟಿಎಂಸಿ <box>791 427 925 437</box>
horoscope-title: ದಿನ ಭವಿಷ್ಯ <box>30 576 190 592</box>
dam-stat: ನೀರಿನ ಸಂಗ್ರಹ ಮಟ್ಟ 2284 ಅಡಿ <box>791 407 925 417</box>
kalaburagi-story <box>672 636 932 802</box>
weather-caption: ಅತ್ಯಧಿಕ ಮಳೆ ದಾಖಲೆ <box>347 1078 387 1084</box>
story-text-cont: ರಾಷ್ಟ್ರೀಯ ಸ್ವಯಂಸೇವಕ ಸಂಘದ ಅಖಿಲ ಭಾರತೀಯ ಪ್ರತಿನಿಧಿ ಸಭಾ (ಎಬಿಪಿಎಸ್) ಬೈಠಕ್ ಇಂದಿನಿಂದ ಮೂರು ದಿನಗಳ ಕಾಲ ನಗರದ ಹೊರವಲಯದಲ್ಲಿ ನಡೆಯಲಿದೆ. ಸಂಘದ ಶತಮಾನೋತ್ಸವದ ಹಿನ್ನೆಲೆಯಲ್ಲಿ ಈ ಬಾರಿಯ ಸಭೆ ಮಹತ್ವ ಪಡೆದುಕೊಂಡಿದೆ. ಸರಸಂಘಚಾಲಕ ಡಾ. ಮೋಹನ್ ಭಾಗವತ್, ಸರಕಾರ್ಯವಾಹ ದತ್ತಾತ್ರೇಯ ಹೊಸಬಾಳೆ ಸೇರಿದಂತೆ ದೇಶದ ವಿವಿಧ ಭಾಗಗಳ ಪ್ರಮುಖರು ಭಾಗವಹಿಸಲಿದ್ದಾರೆ. ಸಂಘದ ಮುಂದಿನ ವರ್ಷದ ಕಾರ್ಯಯೋಜನೆ, ಸಾಮಾಜಿಕ ಪರಿವರ್ತನೆ, ಕುಟುಂಬ ಪ್ರಬೋಧನ, ಪರಿಸರ ಸಂರಕ್ಷಣೆ ಕುರಿತು ಚರ್ಚೆ ನಡೆಯಲಿದೆ ಎಂದು ಪ್ರಮುಖರು ತಿಳಿಸಿದ್ದಾರೆ. <box>316 846 544 896</box>
naxal-box <box>734 834 932 968</box>
dam-stat: ಹೊರ ಹರಿವು 11824.00 <box>319 766 428 775</box>
dam-name: ಹಿಡಕಲ್ ಅಣೆಕಟ್ಟು <box>825 537 891 550</box>
dam-stat: ಗರಿಷ್ಠ ನೀರಿನ ಮಟ್ಟ 33.31 ಟಿಎಂಸಿ <box>556 739 665 748</box>
dam-grid-cell <box>316 721 431 803</box>
headline: ಕಲಬುರಗಿ ಜಲಾಶಯಗಳ ನೀರಿನ ಮಟ್ಟ <box>672 636 932 653</box>
logo-text: ಹೊಸ ದಿಗಂತ <box>74 37 163 61</box>
dam-name: ಬೊಮ್ಮನಹಳ್ಳಿ <box>586 638 635 651</box>
zodiac-icon <box>30 897 41 908</box>
dam-stat: ಒಳಹರಿವು: 48 ಕ್ಯೂಸೆಕ್ <box>791 500 925 510</box>
story-body <box>198 846 544 966</box>
dam-name: ಕೊಡಸಳ್ಳಿ <box>357 722 390 736</box>
story-text-cont: ಮಾ.21ರಿಂದ ಏ.4ರವರೆಗೆ ಎಸ್‌ಎಸ್‌ಎಲ್‌ಸಿ ಪರೀಕ್ಷೆ ನಡೆಯಲಿದ್ದು, ರಾಜ್ಯದಾದ್ಯಂತ 8.96 ಲಕ್ಷಕ್ಕೂ ಹೆಚ್ಚು ವಿದ್ಯಾರ್ಥಿಗಳು ಪರೀಕ್ಷೆ ಬರೆಯಲಿದ್ದಾರೆ. 2,818 ಪರೀಕ್ಷಾ ಕೇಂದ್ರಗಳಲ್ಲಿ ಪರೀಕ್ಷೆ ನಡೆಯಲಿದ್ದು, ಎಲ್ಲ ಕೇಂದ್ರಗಳಲ್ಲಿ ವೆಬ್‌ಕಾಸ್ಟಿಂಗ್ ಹಾಗೂ ಸಿಸಿಟಿವಿ ಕ್ಯಾಮರಾ ಅಳವಡಿಸಲಾಗಿದೆ. ಪರೀಕ್ಷಾ ಅಕ್ರಮ ತಡೆಗೆ ಕಟ್ಟುನಿಟ್ಟಿನ ಕ್ರಮ ಕೈಗೊಳ್ಳಲಾಗಿದೆ ಎಂದು ಮಂಡಳಿ ತಿಳಿಸಿದೆ. ವಿದ್ಯಾರ್ಥಿಗಳಿಗೆ ಬಸ್‌ಗಳಲ್ಲಿ ಉಚಿತ ಪ್ರಯಾಣ ವ್ಯವಸ್ಥೆ ಕಲ್ಪಿಸಲಾಗಿದೆ. <box>483 1169 588 1227</box>
dam-name: ತಟ್ಟಿಹಳ್ಳ <box>241 722 270 736</box>
dam-name: ಕಬಿನಿ ಜಲಾಶಯ <box>828 381 888 394</box>
dam-stat: ಸಂಗ್ರಹಣಾ ಸಾಮರ್ಥ್ಯ: 30.580 ಟಿಎಂಸಿ <box>791 520 925 530</box>
sign-text: ಹೊಸ ಯೋಜನೆಗೆ ಚಾಲನೆ. ಖರ್ಚು ನಿಯಂತ್ರಿಸಿ. <box>113 832 181 848</box>
sign-text: ಮನೆಯಲ್ಲಿ ಆನಂದ. ಸಂಬಂಧ ಬಲವಾಗಲಿದೆ. <box>30 757 87 773</box>
dam-stat: ಒಳ ಹರಿವು 10001.00 <box>438 757 547 766</box>
naxal-box-headline: ನಕ್ಸಲ್‌ವಾದಿಗಳ ಕುರಿತು ಕೇಂದ್ರ ಶೂನ್ಯ ಸಹಿಷ್ಣುತೆ <box>734 835 885 846</box>
cartoon-column-name: ರಾಮ ಬಾಣ <box>648 74 692 114</box>
dateline: ಬೆಂಗಳೂರು: <box>370 1169 394 1175</box>
horoscope-sign <box>113 897 190 967</box>
dam-name: ನಾರಾಯಣಪುರ <box>583 722 638 736</box>
masthead-stripe-right <box>640 44 800 48</box>
honeytrap-author: ಕೆ.ಎನ್. ರಾಜಣ್ಣ, ಸಚಿವ <box>746 1020 932 1031</box>
cartoon-drawing <box>605 181 905 361</box>
dam-wall-shape <box>518 468 618 482</box>
dam-stat: ಹೊರ ಹರಿವು: 6252 ಕ್ಯೂಸೆಕ್ <box>319 681 428 690</box>
park-story <box>30 1150 146 1438</box>
honeytrap-quote: ಹನಿಟ್ರ್ಯಾಪ್ ಪ್ರಕರಣ ಸಾರ್ವಜನಿಕವಾಗಿ ಬಹಿರಂಗವಾಗಿದೆ. ಇದನ್ನು ಪೊಲೀಸರು ತನಿಖೆ ನಡೆಸಬೇಕು. ನಿಷ್ಪಕ್ಷಪಾತ ತನಿಖೆಯಿಂದ ಸತ್ಯ ಹೊರಬರಲಿ. <box>770 974 922 990</box>
cartoon-signature: ರಾಮ್ <box>595 347 611 355</box>
dam-stat: ಡೆಡ್ ಸ್ಟೋರೇಜ್: 2.02 ಟಿಎಂಸಿ <box>791 593 925 603</box>
dam-stat: ಹೊರ ಹರಿವು: 4160 ಕ್ಯೂಸೆಕ್ <box>791 510 925 520</box>
dam-stat: ಹೊರ ಹರಿವು: 194 ಕ್ಯೂಸೆಕ್ <box>201 681 310 690</box>
photo-caption: ಕೆ.ಜೆ. ಜಾರ್ಜ್ <box>766 1272 792 1278</box>
kidi-nudi-body: ಕಾಂಗ್ರೆಸ್‌ನಿಂದ ಜನರಿಗೆ ಮೋಸವಾಗುತ್ತಿದೆ. ಈಗ ಗ್ಯಾರಂಟಿ ಯೋಜನೆ ಬರುತ್ತಿಲ್ಲ, ಗೃಹಲಕ್ಷ್ಮಿ ಹಣವೂ ಕಾಣುತ್ತಿಲ್ಲ. ನೀವೇನು ಕಾಂಗ್ರೆಸ್ ಬೆಂಬಲಿಗರೇ? ಎಲ್ಲರೂ ಕೈ ಕಟ್ಟಿ ಕುಳಿತರೆ ಮುಂದೇನು ಗತಿ? <box>39 435 183 459</box>
dam-stat: ನೀರಿನ ಗರಿಷ್ಠ ಮಟ್ಟ 438.38 <box>556 654 665 663</box>
story-body <box>156 1169 362 1431</box>
minister-face <box>767 1210 791 1238</box>
story-text-cont: ವಿದ್ಯುತ್ ದರ, ಹಾಲಿನ ದರ, ಬಸ್ ಪ್ರಯಾಣ ದರ ಸೇರಿದಂತೆ ಅಗತ್ಯ ವಸ್ತುಗಳ ಬೆಲೆ ಏರಿಕೆ ಮೂಲಕ ರಾಜ್ಯ ಸರ್ಕಾರ ಜನಸಾಮಾನ್ಯರ ಮೇಲೆ ಹೊರೆ ಹೇರುತ್ತಿದೆ ಎಂದು ಪ್ರತಿಪಕ್ಷಗಳು ಆರೋಪಿಸಿವೆ. ಗ್ಯಾರಂಟಿ ಯೋಜನೆಗಳ ಹೆಸರಿನಲ್ಲಿ ಜನರ ಜೇಬಿಗೆ ಕತ್ತರಿ ಹಾಕಲಾಗುತ್ತಿದೆ. ಏಪ್ರಿಲ್ 1ರಿಂದ ವಿದ್ಯುತ್ ಯೂನಿಟ್‌ಗೆ 36 ಪೈಸೆ ಹೆಚ್ಚಳ ಜಾರಿಯಾಗಲಿದೆ. ಜನರು ಸಂಕಷ್ಟದಲ್ಲಿದ್ದಾರೆ. <box>635 1172 746 1251</box>
story-text: ಗಡಿ ಭಾಗದಲ್ಲಿ ಭಾಷಾ ವಿವಾದ ಕೆಟ್ಟು ಹೊತ್ತಿಕೊಂಡಿರುವ ಸಂದರ್ಭದಲ್ಲೇ ಮಹಾರಾಷ್ಟ್ರ ಸರ್ಕಾರ ಮತ್ತೊಂದು ವಿವಾದಾತ್ಮಕ ನಿರ್ಧಾರ ಕೈಗೊಂಡಿದ್ದು, ಕನ್ನಡಿಗರನ್ನು ಕೆರಳಿಸುವಂತೆ ಮಾಡಿದೆ. ಗಡಿ ವಿವಾದಕ್ಕೆ ಒಳಪಟ್ಟಿರುವ ಕರ್ನಾಟಕ ರಾಜ್ಯದ ವ್ಯಾಪ್ತಿಯಲ್ಲಿರುವ ಸುಮಾರು 865 ಹಳ್ಳಿಗಳಲ್ಲಿನ ಮರಾಠಿ ಭಾಷಿಕರಿಗೆ ಮಹಾರಾಷ್ಟ್ರದ ಮಹಾತ್ಮ ಜ್ಯೋತಿರಾವ್ ಫುಲೆ ಜನ ಆರೋಗ್ಯ ಯೋಜನೆ ವಿಸ್ತರಿಸಲು ಸರ್ಕಾರ ನಿರ್ಧರಿಸಿದ್ದು, ಈ ನಿರ್ಧಾರದ ಹಿಂದೆ ರಾಜಕೀಯ ಉದ್ದೇಶ ಅಡಗಿದೆ ಎಂದು ಕನ್ನಡ ಪರ ಸಂಘಟನೆಗಳು ಆರೋಪಿಸಿವೆ. ಇದರಿಂದ ಗಡಿ ಭಾಗದಲ್ಲಿ ಮತ್ತೊಮ್ಮೆ ಉದ್ವಿಗ್ನ ವಾತಾವರಣ ನಿರ್ಮಾಣವಾಗುವ ಸಾಧ್ಯತೆ ಇದೆ. ಕರ್ನಾಟಕ ಸರ್ಕಾರ ಈ ಬಗ್ಗೆ ತಕ್ಷಣ ಕ್ರಮ ಕೈಗೊಳ್ಳಬೇಕು ಎಂದು ಒತ್ತಾಯಿಸಲಾಗಿದೆ. ಮಹಾರಾಷ್ಟ್ರದ ಈ ಕ್ರಮವು ಗಡಿ ಭಾಗದ ಜನರಲ್ಲಿ ಗೊಂದಲ ಸೃಷ್ಟಿಸುತ್ತಿದೆ. <box>30 132 157 211</box>
dam-stat: ಕುಡಿಯುವ ನೀರು: 3 ಟಿಎಂಸಿ <box>319 699 428 708</box>
dam-grid-cell <box>198 721 313 803</box>
spark-icon <box>145 385 163 403</box>
divider <box>304 204 574 205</box>
story-text: ಈ ಬಾರಿ ಬೇಸಿಗೆ ಆರಂಭದಲ್ಲೇ ರಾಜ್ಯದ ಪ್ರಮುಖ ಜಲಾಶಯಗಳಲ್ಲಿ ನೀರಿನ ಮಟ್ಟ ತೀವ್ರವಾಗಿ ಕುಸಿತ ಕಂಡಿದ್ದು, ಕುಡಿಯುವ ನೀರಿಗೆ ಆತಂಕ ಎದುರಾಗಿದೆ. ಕಳೆದ ವರ್ಷ ಉತ್ತಮ ಮಳೆಯಾಗಿದ್ದರೂ ಜಲಾಶಯಗಳ ಒಳಹರಿವು ಕಡಿಮೆಯಾಗಿದ್ದು, ನೀರಾವರಿ ಉದ್ದೇಶಕ್ಕೆ ನೀರು ಬಿಡುಗಡೆಯಾದ ಕಾರಣ ಸಂಗ್ರಹ ಕಡಿಮೆಯಾಗಿದೆ. ಆಲಮಟ್ಟಿ, ತುಂಗಭದ್ರಾ, ನವಿಲುತೀರ್ಥ ಜಲಾಶಯಗಳಲ್ಲಿ ಸಂಗ್ರಹ ಗಣನೀಯವಾಗಿ ಕುಸಿದಿದೆ. ಜಿಲ್ಲಾಡಳಿತಗಳು ಕುಡಿಯುವ ನೀರಿಗೆ ಆದ್ಯತೆ ನೀಡಲು ಸೂಚಿಸಿವೆ. ಮುಂದಿನ ದಿನಗಳಲ್ಲಿ ಮಳೆ ಬಾರದಿದ್ದರೆ ಪರಿಸ್ಥಿತಿ ಇನ್ನಷ್ಟು ಗಂಭೀರವಾಗಲಿದೆ ಎಂದು ಅಧಿಕಾರಿಗಳು ಎಚ್ಚರಿಸಿದ್ದಾರೆ. ರೈತರು ಬೆಳೆ ಬೆಳೆಯುವ ಕುರಿತು ಚಿಂತೆಯಲ್ಲಿದ್ದಾರೆ. <box>498 520 628 599</box>
story-text-cont: ಪಶ್ಚಿಮ ಬಂಗಾಳದಲ್ಲಿ ಬಿಜೆಪಿ ನಾಯಕ ಸುವೇಂದು ಅಧಿಕಾರಿ ಅವರ ಕಾರಿನ ಮೇಲೆ ಟಿಎಂಸಿ ಬೆಂಬಲಿಗರು ದಾಳಿ ನಡೆಸಿ ಧ್ವಂಸಗೊಳಿಸಿದ್ದಾರೆ. ಘಟನೆಯ ಬಳಿಕ ಬಿಜೆಪಿ ಕಾರ್ಯಕರ್ತರು ಪ್ರತಿಭಟನೆ ನಡೆಸಿದ್ದು, ಪೊಲೀಸರು ಪರಿಸ್ಥಿತಿಯನ್ನು ನಿಯಂತ್ರಣಕ್ಕೆ ತಂದಿದ್ದಾರೆ. ದಾಳಿಕೋರರ ವಿರುದ್ಧ ಕಠಿಣ ಕ್ರಮ ಕೈಗೊಳ್ಳಬೇಕು ಎಂದು ಪಕ್ಷದ ನಾಯಕರು ಆಗ್ರಹಿಸಿದ್ದಾರೆ. <box>422 115 574 151</box>
sign-name: ಕುಂಭ <box>127 897 143 907</box>
dam-stat: ಒಳ ಹರಿವು: 0 <box>438 672 547 681</box>
zodiac-icon <box>113 897 124 908</box>
naxal-story <box>554 810 932 968</box>
dam-stat: ನೀರಿನ ಗರಿಷ್ಠ ಮಟ್ಟ 34.50 ಕ್ಯೂಸೆಕ್ <box>438 739 547 748</box>
story-body: ಛತ್ತೀಸ್‌ಗಢದ ಬಿಜಾಪುರ ಮತ್ತು ಕಾಂಕೇರ್ ಜಿಲ್ಲೆಗಳಲ್ಲಿ ಭದ್ರತಾ ಪಡೆಗಳು ನಡೆಸಿದ ಎರಡು ಪ್ರತ್ಯೇಕ ಎನ್‌ಕೌಂಟರ್‌ಗಳಲ್ಲಿ 30 ನಕ್ಸಲರು ಹತರಾಗಿದ್ದು, ಒಬ್ಬ ಪೊಲೀಸ್ ಸಿಬ್ಬಂದಿ ಹುತಾತ್ಮರಾಗಿದ್ದಾರೆ. ಸ್ಥಳದಿಂದ ಅಪಾರ ಪ್ರಮಾಣದ ಶಸ್ತ್ರಾಸ್ತ್ರ ವಶಪಡಿಸಿಕೊಳ್ಳಲಾಗಿದೆ. ಕಾರ್ಯಾಚರಣೆ ಮುಂದುವರಿದಿದೆ. <box>554 834 728 855</box>
story-spice <box>304 208 574 366</box>
story-text-cont: ರಾಜಕಾರಣಿಗಳನ್ನು ಗುರಿಯಾಗಿಸಿ ಹನಿಟ್ರ್ಯಾಪ್ ಮಾಡುವ ಜಾಲ ಸಕ್ರಿಯವಾಗಿದ್ದು, ಇದರ ವಿರುದ್ಧ ಕಠಿಣ ಕ್ರಮ ಅಗತ್ಯ ಎಂದು ಸಚಿವರು ಹೇಳಿದ್ದಾರೆ. ನನ್ನನ್ನೂ ಸೇರಿ 48 ಮಂದಿ ರಾಜಕಾರಣಿಗಳು ಈ ಜಾಲಕ್ಕೆ ಗುರಿಯಾಗಿದ್ದಾರೆ ಎಂದು ಸದನದಲ್ಲಿ ತಿಳಿಸಿದರು. <box>773 1034 932 1077</box>
cartoon-frame <box>584 120 930 366</box>
story-text: ಜಿಲ್ಲೆಯ ಹಲವೆಡೆ ಗುರುವಾರ ಸಂಜೆ ಗುಡುಗು ಸಹಿತ ಮಳೆಯಾಗಿದ್ದು, ಬಿಸಿಲಿನ ಧಗೆಯಿಂದ ಬಳಲಿದ್ದ ಜನತೆಗೆ ತಂಪೆರೆದಿದೆ. ಕೆಲವೆಡೆ ಆಲಿಕಲ್ಲು ಮಳೆಯಾಗಿದ್ದು, ತೋಟಗಾರಿಕೆ ಬೆಳೆಗಳಿಗೆ ಹಾನಿಯಾಗಿದೆ. ಕೆಲವು ಕಡೆ ವಿದ್ಯುತ್ ಕಂಬಗಳು ಧರೆಗುರುಳಿವೆ. <box>400 996 472 1046</box>
sign-name: ಮಕರ <box>127 821 143 831</box>
dam-stat: ಒಳ ಹರಿವು 0 <box>556 757 665 766</box>
quote-text: ಜಲಾಶಯಗಳಿಂದ ಸದ್ಯ ಕುಡಿಯುವ ನೀರಿಗೆ ಮಾತ್ರ ಆದ್ಯತೆ ನೀಡಲಾಗುವುದು. ಬೇಸಿಗೆ ಮುಗಿಯುವವರೆಗೂ ಸಂಗ್ರಹ ಕಾಪಾಡಲಾಗುವುದು. <box>396 422 481 456</box>
dam-stat: ಡೆಡ್ ಸ್ಟೋರೇಜ್: 2 ಟಿಎಂಸಿ <box>319 690 428 699</box>
headline: ಇಂದಿನಿಂದ ಎಸ್‌ಎಸ್‌ಎಲ್‌ಸಿ ಪರೀಕ್ಷೆ <box>370 1151 495 1164</box>
dam-stat: ಒಳ ಹರಿವು 7731.00 ಕ್ಯೂಸೆಕ್ <box>556 672 665 681</box>
headline: ಟಿಎಂಸಿ ಬೆಂಬಲಿಗರಿಂದ ಸುವೇಂದು ಕಾರು ಧ್ವಂಸ <box>304 95 499 110</box>
story-body <box>30 1189 146 1435</box>
